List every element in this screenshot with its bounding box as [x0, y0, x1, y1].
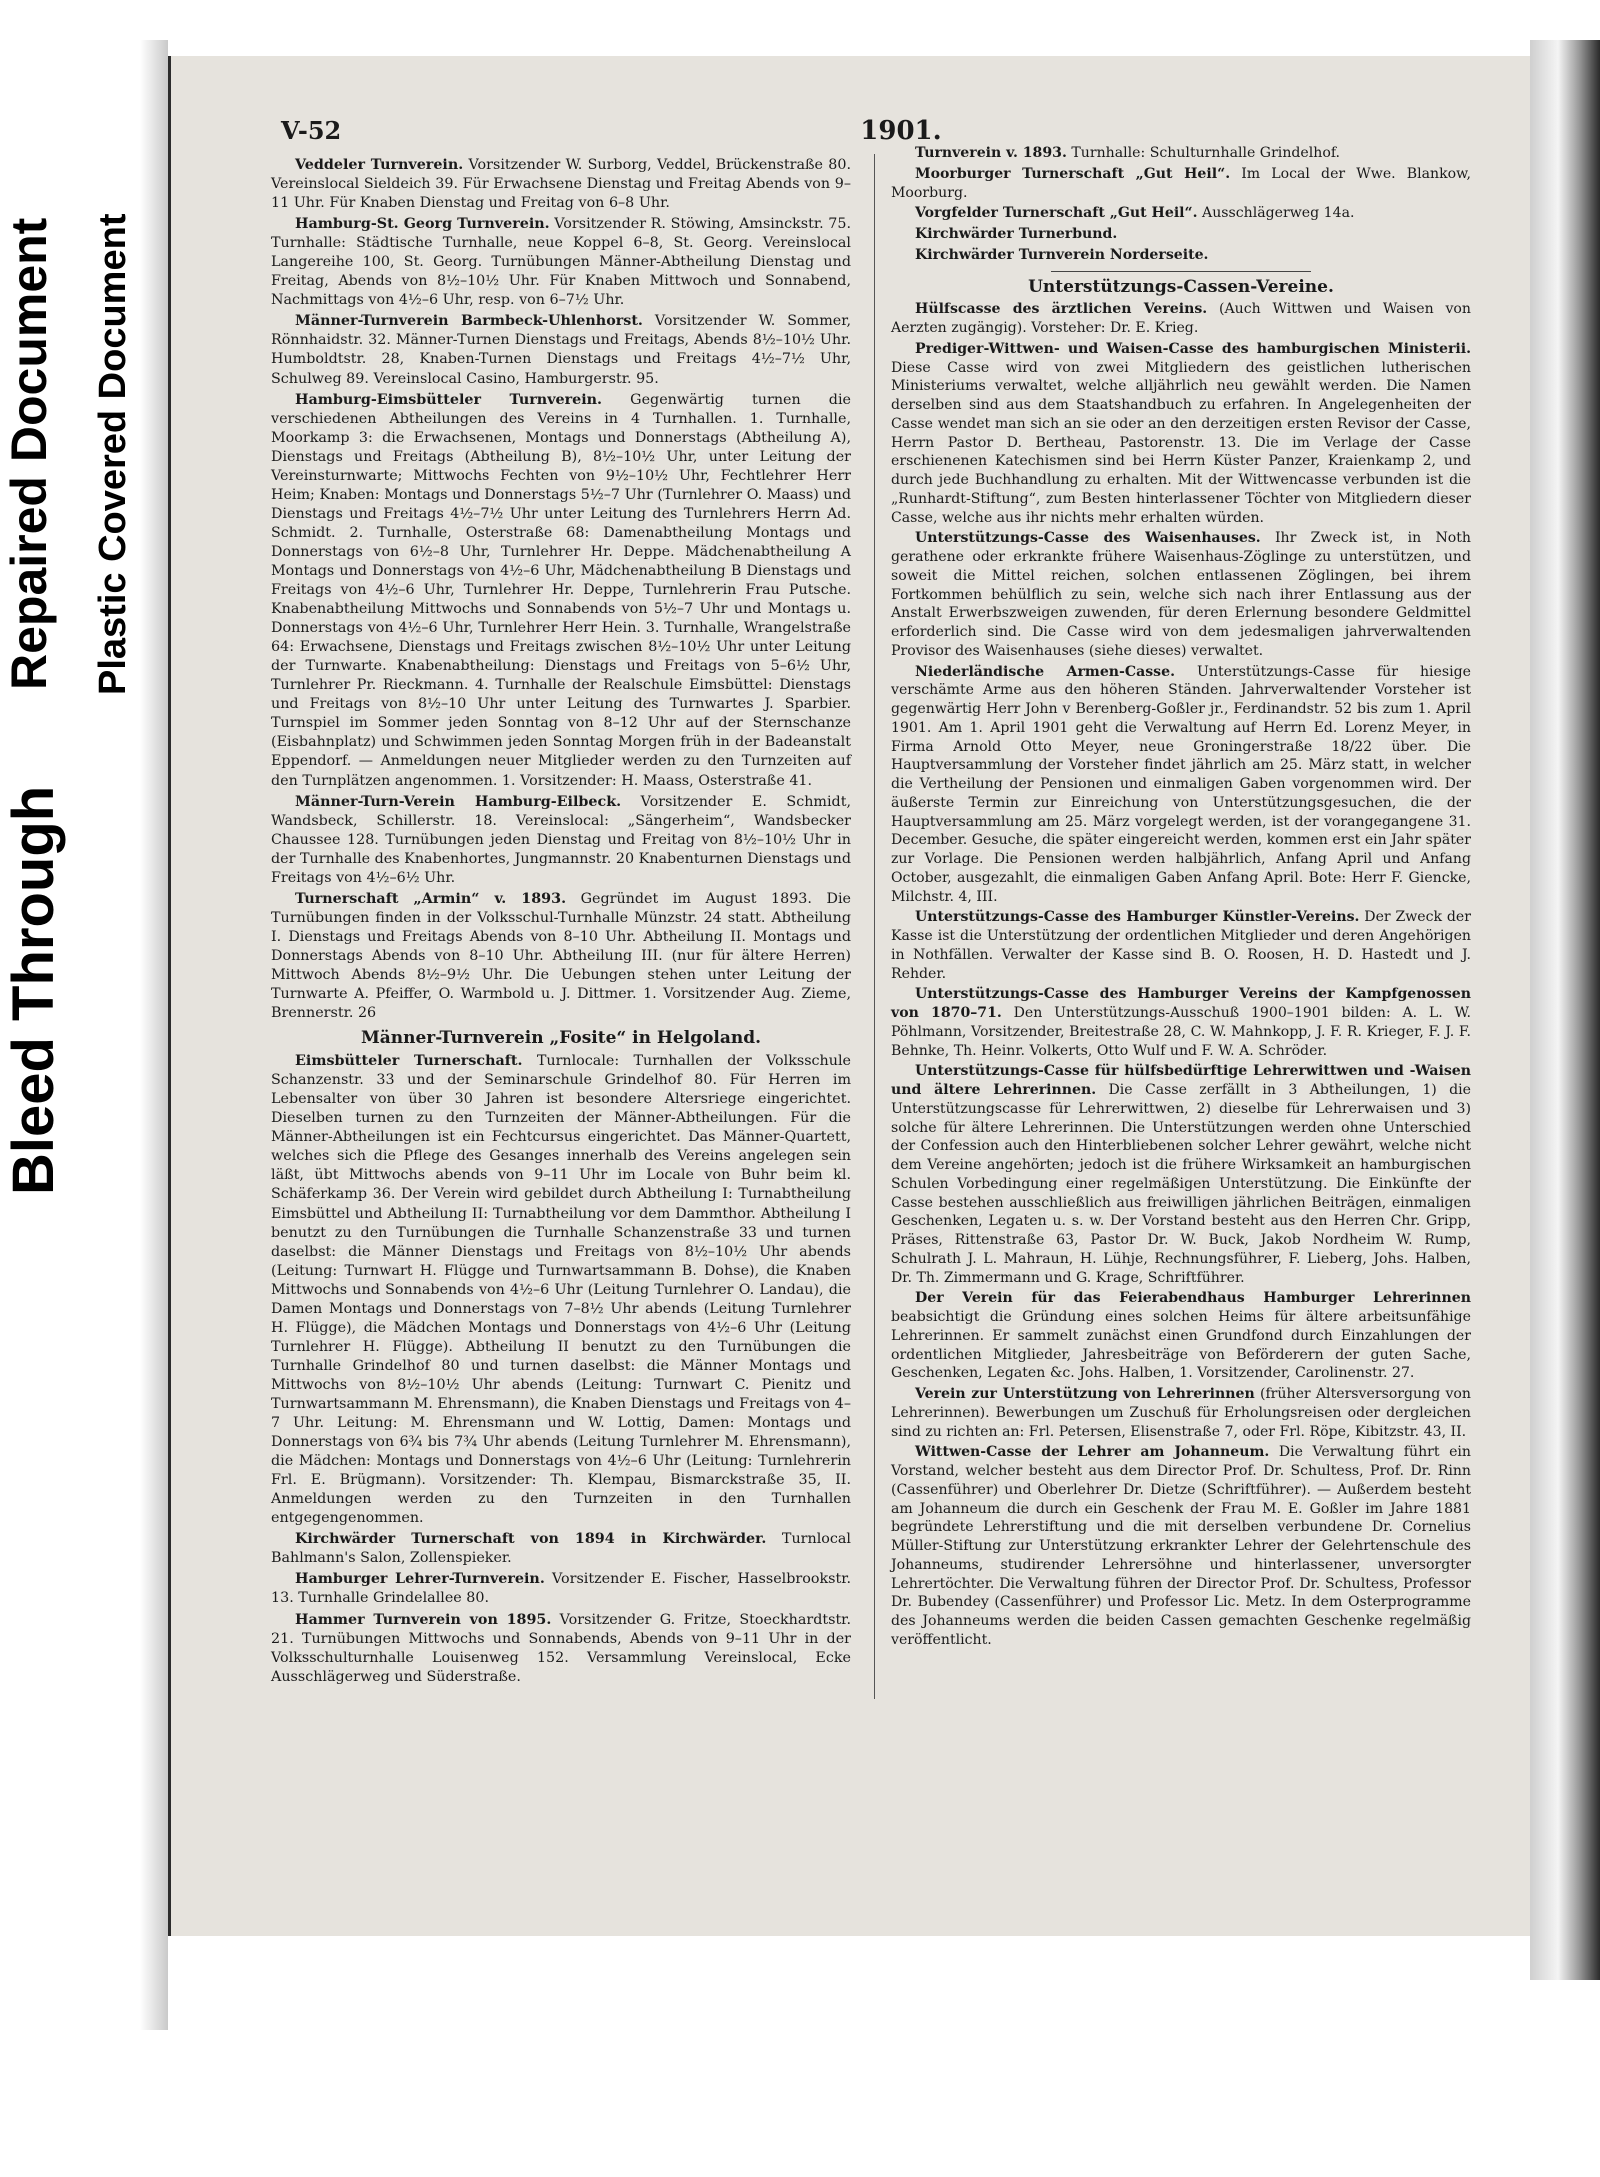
entry-text: Turnlocal Bahlmann's Salon, Zollenspieker.	[271, 1531, 851, 1567]
entry-name: Männer-Turn-Verein Hamburg-Eilbeck.	[295, 793, 622, 810]
year-heading: 1901.	[860, 116, 942, 146]
directory-entry	[891, 225, 1471, 244]
entry-text: Turnlocale: Turnhallen der Volksschule Schanzenstr. 33 und der Seminarschule Grindelhof 80. Für Herren im Lebensalter von über 30 Jahren ist besondere Altersriege eingerichtet. Dieselben turnen zu den Turnzeiten der Männer-Abtheilungen. Für die Männer-Abtheilungen ist ein Fechtcursus eingerichtet. Das Männer-Quartett, welches sich die Pflege des Gesanges innerhalb des Vereins angelegen sein läßt, übt Mittwochs abends von 9–11 Uhr im Locale von Buhr beim kl. Schäferkamp 36. Der Verein wird gebildet durch Abtheilung I: Turnabtheilung Eimsbüttel und Abtheilung II: Turnabtheilung vor dem Dammthor. Abtheilung I benutzt zu den Turnübungen die Turnhalle Schanzenstraße 33 und turnen daselbst: die Männer Dienstags und Freitags von 8½–10½ Uhr abends (Leitung: Turnwart H. Flügge und Turnwartsammann B. Dohse), die Knaben Mittwochs und Sonnabends von 4½–6 Uhr (Leitung Turnlehrer O. Landau), die Damen Montags und Donnerstags von 7–8½ Uhr abends (Leitung Turnlehrer H. Flügge), die Mädchen Montags und Donnerstags von 4½–6 Uhr (Leitung Turnlehrer H. Flügge). Abtheilung II benutzt zu den Turnübungen die Turnhalle Grindelhof 80 und turnen daselbst: die Männer Montags und Mittwochs von 8½–10½ Uhr abends (Leitung: Turnwart C. Pienitz und Turnwartsammann M. Ehrensmann), die Knaben Dienstags und Freitags von 4–7 Uhr. Leitung: M. Ehrensmann und W. Lottig, Damen: Montags und Donnerstags von 6¾ bis 7¾ Uhr abends (Leitung Turnlehrer M. Ehrensmann), die Mädchen: Montags und Donnerstags von 4½–6 Uhr (Leitung: Turnlehrerin Frl. E. Brügmann). Vorsitzender: Th. Klempau, Bismarckstraße 35, II. Anmeldungen werden zu den Turnzeiten in den Turnhallen entgegengenommen.	[271, 1053, 851, 1527]
entry-name: Kirchwärder Turnerbund.	[915, 226, 1118, 242]
entry-name: Turnverein v. 1893.	[915, 145, 1067, 161]
directory-entry	[891, 144, 1471, 163]
directory-entry	[891, 1289, 1471, 1383]
entry-name: Turnerschaft „Armin“ v. 1893.	[295, 890, 567, 907]
column-divider	[874, 154, 875, 1699]
directory-entry	[271, 793, 851, 888]
directory-entry	[891, 1062, 1471, 1287]
entry-name: Moorburger Turnerschaft „Gut Heil“.	[915, 165, 1231, 182]
section-heading: Unterstützungs-Cassen-Vereine.	[1028, 276, 1334, 297]
directory-entry	[271, 156, 851, 213]
directory-entry	[271, 391, 851, 791]
entry-text: Vorsitzender W. Surborg, Veddel, Brückenstraße 80. Vereinslocal Sieldeich 39. Für Erwachsene Dienstag und Freitag Abends von 9–11 Uhr. Für Knaben Dienstag und Freitag von 6–8 Uhr.	[271, 157, 852, 212]
directory-entry	[891, 165, 1471, 203]
entry-text: Turnhalle: Schulturnhalle Grindelhof.	[1071, 145, 1341, 161]
directory-entry	[271, 1052, 851, 1528]
scanned-page	[168, 56, 1543, 1936]
entry-text: beabsichtigt die Gründung eines solchen Heims für ältere arbeitsunfähige Lehrerinnen. Er sammelt zunächst einen Grundfond durch Einzahlungen der ordentlichen Mitglieder, Jahresbeiträge von Beförderern der guten Sache, Geschenken, Legaten &c. Johs. Halben, 1. Vorsitzender, Carolinenstr. 27.	[891, 1309, 1471, 1382]
entry-name: Prediger-Wittwen- und Waisen-Casse des hamburgischen Ministerii.	[915, 340, 1471, 357]
entry-name: Veddeler Turnverein.	[295, 157, 464, 173]
left-column	[271, 156, 851, 1689]
entry-text: Vorsitzender E. Schmidt, Wandsbeck, Schillerstr. 18. Vereinslocal: „Sängerheim“, Wandsbecker Chaussee 128. Turnübungen jeden Dienstag und Freitag von 8½–10½ Uhr in der Turnhalle des Knabenhortes, Jungmannstr. 20 Knabenturnen Dienstags und Freitags von 4½–6½ Uhr.	[271, 793, 851, 886]
directory-entry	[891, 204, 1471, 223]
section-heading: Männer-Turnverein „Fosite“ in Helgoland.	[360, 1028, 762, 1049]
entry-name: Unterstützungs-Casse des Hamburger Künstler-Vereins.	[915, 909, 1360, 926]
directory-entry	[891, 246, 1471, 265]
entry-name: Der Verein für das Feierabendhaus Hamburger Lehrerinnen	[915, 1290, 1471, 1307]
entry-name: Unterstützungs-Casse für hülfsbedürftige Lehrerwittwen und -Waisen und ältere Lehrerinnen.	[891, 1063, 1471, 1098]
directory-entry	[891, 1385, 1471, 1441]
directory-entry	[891, 529, 1471, 660]
entry-text: Gegründet im August 1893. Die Turnübungen finden in der Volksschul-Turnhalle Münzstr. 24 statt. Abtheilung I. Dienstags und Freitags Abends von 8–10 Uhr. Abtheilung II. Montags und Donnerstags Abends von 8–10 Uhr. Abtheilung III. (nur für ältere Herren) Mittwoch Abends 8½–9½ Uhr. Die Uebungen stehen unter Leitung der Turnwarte A. Pfeiffer, O. Warmbold u. J. Dittmer. 1. Vorsitzender Aug. Zieme, Brennerstr. 26	[271, 890, 851, 1022]
entry-text: Vorsitzender W. Sommer, Rönnhaidstr. 32. Männer-Turnen Dienstags und Freitags, Abends 8½–10½ Uhr. Humboldtstr. 28, Knaben-Turnen Dienstags und Freitags 4½–7½ Uhr, Schulweg 89. Vereinslocal Casino, Hamburgerstr. 95.	[271, 313, 852, 387]
directory-entry	[891, 1443, 1471, 1649]
entry-name: Eimsbütteler Turnerschaft.	[295, 1053, 523, 1070]
entry-name: Hamburg-St. Georg Turnverein.	[295, 216, 550, 233]
entry-name: Hamburg-Eimsbütteler Turnverein.	[295, 391, 603, 408]
directory-entry	[891, 985, 1471, 1060]
entry-text: Im Local der Wwe. Blankow, Moorburg.	[891, 165, 1471, 201]
entry-text: (Auch Wittwen und Waisen von Aerzten zugängig). Vorsteher: Dr. E. Krieg.	[891, 301, 1471, 336]
entry-name: Vorgfelder Turnerschaft „Gut Heil“.	[915, 205, 1198, 222]
bleed-through-label: Bleed Through	[1, 785, 66, 1195]
entry-text: Gegenwärtig turnen die verschiedenen Abtheilungen des Vereins in 4 Turnhallen. 1. Turnhalle, Moorkamp 3: die Erwachsenen, Montags und Donnerstags (Abtheilung A), Dienstags und Freitags (Abtheilung B), 8½–10½ Uhr, unter Leitung der Vereinsturnwarte; Mittwochs Fechten von 9½–10½ Uhr, Fechtlehrer Herr Heim; Knaben: Montags und Donnerstags 5½–7 Uhr (Turnlehrer O. Maass) und Dienstags und Freitags 4½–7½ Uhr unter Leitung des Turnlehrers Herrn Ad. Schmidt. 2. Turnhalle, Osterstraße 68: Damenabtheilung Montags und Donnerstags von 6½–8 Uhr, Turnlehrer Hr. Deppe. Mädchenabtheilung A Montags und Donnerstags von 4½–6 Uhr, Mädchenabtheilung B Dienstags und Freitags von 4½–6 Uhr, Turnlehrer Hr. Deppe, Turnlehrerin Frau Putsche. Knabenabtheilung Mittwochs und Sonnabends von 5½–7 Uhr und Montags u. Donnerstags von 4½–6 Uhr, Turnlehrer Herr Hein. 3. Turnhalle, Wrangelstraße 64: Erwachsene, Dienstags und Freitags zwischen 8½–10½ Uhr unter Leitung der Turnwarte. Knabenabtheilung: Dienstags und Freitags von 5–6½ Uhr, Turnlehrer Pr. Rieckmann. 4. Turnhalle der Realschule Eimsbüttel: Dienstags und Freitags von 8½–10 Uhr unter Leitung des Turnwartes J. Sparbier. Turnspiel im Sommer jeden Sonntag von 8–12 Uhr auf der Sternschanze (Eisbahnplatz) und Schwimmen jeden Sonntag Morgen früh in der Badeanstalt Eppendorf. — Anmeldungen neuer Mitglieder werden zu den Turnzeiten auf den Turnplätzen angenommen. 1. Vorsitzender: H. Maass, Osterstraße 41.	[271, 391, 851, 789]
entry-name: Kirchwärder Turnverein Norderseite.	[915, 246, 1209, 263]
entry-text: Den Unterstützungs-Ausschuß 1900–1901 bilden: A. L. W. Pöhlmann, Vorsitzender, Breitestraße 28, C. W. Mahnkopp, J. F. R. Krieger, F. J. F. Behnke, Th. Heinr. Volkerts, Otto Wulf und F. W. A. Schröder.	[891, 1005, 1471, 1059]
directory-entry	[271, 215, 851, 310]
entry-name: Hülfscasse des ärztlichen Vereins.	[915, 301, 1208, 318]
entry-text: Vorsitzender E. Fischer, Hasselbrookstr. 13. Turnhalle Grindelallee 80.	[271, 1571, 851, 1607]
entry-name: Verein zur Unterstützung von Lehrerinnen	[915, 1386, 1255, 1402]
directory-entry	[891, 340, 1471, 528]
entry-text: Ihr Zweck ist, in Noth gerathene oder erkrankte frühere Waisenhaus-Zöglinge zu unterstützen, und soweit die Mittel reichen, solchen entlassenen Zöglingen, bei ihrem Fortkommen behülflich zu sein, welche sich nach ihrer Entlassung aus der Anstalt Erwerbszweigen zuwenden, für deren Erlernung besondere Geldmittel erforderlich sind. Die Casse wird von dem jedesmaligen jahrverwaltenden Provisor des Waisenhauses (siehe dieses) verwaltet.	[891, 530, 1472, 659]
entry-name: Niederländische Armen-Casse.	[915, 663, 1175, 680]
entry-text: Der Zweck der Kasse ist die Unterstützung der ordentlichen Mitglieder und deren Angehörigen in Nothfällen. Verwalter der Kasse sind B. O. Roosen, H. D. Hastedt und J. Rehder.	[891, 909, 1471, 982]
entry-text: Die Verwaltung führt ein Vorstand, welcher besteht aus dem Director Prof. Dr. Schultess, Prof. Dr. Rinn (Cassenführer) und Oberlehrer Dr. Dietze (Schriftführer). — Außerdem besteht am Johanneum die durch ein Geschenk der Frau M. E. Goßler im Jahre 1881 begründete Lehrerstiftung und die mit derselben verbundene Dr. Cornelius Müller-Stiftung zur Unterstützung erkrankter Lehrer der Gelehrtenschule des Johanneums, studirender Lehrersöhne und hinterlassener, unversorgter Lehrertöchter. Die Verwaltung führen der Director Prof. Dr. Schultess, Professor Dr. Bubendey (Cassenführer) und Professor Lic. Metz. In dem Osterprogramme des Johanneums werden die beiden Cassen gemachten Geschenke regelmäßig veröffentlicht.	[891, 1444, 1471, 1648]
repaired-document-label: Repaired Document	[1, 217, 57, 690]
directory-entry	[891, 663, 1471, 907]
entry-name: Kirchwärder Turnerschaft von 1894 in Kirchwärder.	[295, 1531, 767, 1548]
page-shadow	[140, 40, 168, 2030]
directory-entry	[271, 1611, 851, 1687]
entry-name: Wittwen-Casse der Lehrer am Johanneum.	[915, 1444, 1270, 1461]
directory-entry	[891, 908, 1471, 983]
page-number: V-52	[281, 116, 342, 145]
entry-text: Die Casse zerfällt in 3 Abtheilungen, 1) die Unterstützungscasse für Lehrerwittwen, 2) dieselbe für Lehrerwaisen und 3) solche für ältere Lehrerinnen. Die Unterstützungen werden ohne Unterschied der Confession auch den Hinterbliebenen solcher Lehrer gewährt, welche nicht dem Vereine angehörten; jedoch ist die frühere Wirksamkeit an hamburgischen Schulen Vorbedingung einer regelmäßigen Unterstützung. Die Einkünfte der Casse bestehen ausschließlich aus freiwilligen jährlichen Beiträgen, einmaligen Geschenken, Legaten u. s. w. Der Vorstand besteht aus den Herren Chr. Gripp, Präses, Rittenstraße 63, Pastor Dr. W. Buck, Jakob Nordheim W. Rump, Schulrath J. L. Mahraun, H. Lühje, Rechnungsführer, F. Lieberg, Johs. Halben, Dr. Th. Zimmermann und G. Krage, Schriftführer.	[891, 1082, 1472, 1286]
entry-text: Ausschlägerweg 14a.	[1202, 205, 1355, 222]
right-column	[891, 144, 1471, 1652]
entry-text: Vorsitzender R. Stöwing, Amsinckstr. 75. Turnhalle: Städtische Turnhalle, neue Koppel 6–8, St. Georg. Vereinslocal Langereihe 100, St. Georg. Turnübungen Männer-Abtheilung Dienstag und Freitag, Abends von 8½–10½ Uhr. Für Knaben Mittwoch und Sonnabend, Nachmittags von 4½–6 Uhr, resp. von 6–7½ Uhr.	[271, 216, 852, 309]
entry-text: Unterstützungs-Casse für hiesige verschämte Arme aus den höheren Ständen. Jahrverwaltender Vorsteher ist gegenwärtig Herr John v Berenberg-Goßler jr., Ferdinandstr. 52 bis zum 1. April 1901. Am 1. April 1901 geht die Verwaltung auf Herrn Ed. Lorenz Meyer, in Firma Arnold Otto Meyer, neue Groningerstraße 18/22 über. Die Hauptversammlung der Vorsteher findet jährlich am 25. März statt, in welcher die Vertheilung der Pensionen und einmaligen Gaben vorgenommen wird. Der äußerste Termin zur Einreichung von Unterstützungsgesuchen, die der Hauptversammlung am 25. März vorgelegt werden, ist der vorangegangene 31. December. Gesuche, die später eingereicht werden, kommen erst ein Jahr später zur Vorlage. Die Pensionen werden halbjährlich, Anfang April und Anfang October, ausgezahlt, die einmaligen Gaben Anfang April. Bote: Herr F. Giencke, Milchstr. 4, III.	[891, 663, 1471, 905]
page-edge	[1530, 40, 1600, 1980]
directory-entry	[271, 1530, 851, 1568]
entry-name: Unterstützungs-Casse des Waisenhauses.	[915, 530, 1261, 547]
entry-text: (früher Altersversorgung von Lehrerinnen). Bewerbungen um Zuschuß für Erholungsreisen oder dergleichen sind zu richten an: Frl. Petersen, Elisenstraße 7, oder Frl. Röpe, Kibitzstr. 43, II.	[891, 1386, 1471, 1440]
entry-name: Männer-Turnverein Barmbeck-Uhlenhorst.	[295, 313, 643, 330]
entry-text: Vorsitzender G. Fritze, Stoeckhardtstr. 21. Turnübungen Mittwochs und Sonnabends, Abends von 9–11 Uhr in der Volksschulturnhalle Louisenweg 152. Versammlung Vereinslocal, Ecke Ausschlägerweg und Süderstraße.	[271, 1611, 851, 1685]
entry-name: Hamburger Lehrer-Turnverein.	[295, 1571, 545, 1588]
directory-entry	[271, 890, 851, 1023]
directory-entry	[271, 1570, 851, 1608]
entry-name: Unterstützungs-Casse des Hamburger Vereins der Kampfgenossen von 1870–71.	[891, 986, 1471, 1021]
entry-name: Hammer Turnverein von 1895.	[295, 1611, 552, 1628]
plastic-covered-label: Plastic Covered Document	[92, 213, 134, 695]
entry-text: Diese Casse wird von zwei Mitgliedern des geistlichen lutherischen Ministeriums verwaltet, welche alljährlich neu gewählt werden. Die Namen derselben sind aus dem Staatshandbuch zu erfahren. In Angelegenheiten der Casse wendet man sich an sie oder an den derzeitigen ersten Revisor der Casse, Herrn Pastor D. Bertheau, Pastorenstr. 13. Die im Verlage der Casse erschienenen Katechismen sind bei Herrn Küster Panzer, Kraienkamp 2, und durch jede Buchhandlung zu erhalten. Mit der Wittwencasse verbunden ist die „Runhardt-Stiftung“, zum Besten hinterlassener Töchter von Mitgliedern dieser Casse, welche aus ihr nichts mehr erhalten würden.	[891, 359, 1471, 526]
directory-entry	[271, 312, 851, 388]
directory-entry	[891, 300, 1471, 338]
section-rule	[1051, 271, 1311, 272]
